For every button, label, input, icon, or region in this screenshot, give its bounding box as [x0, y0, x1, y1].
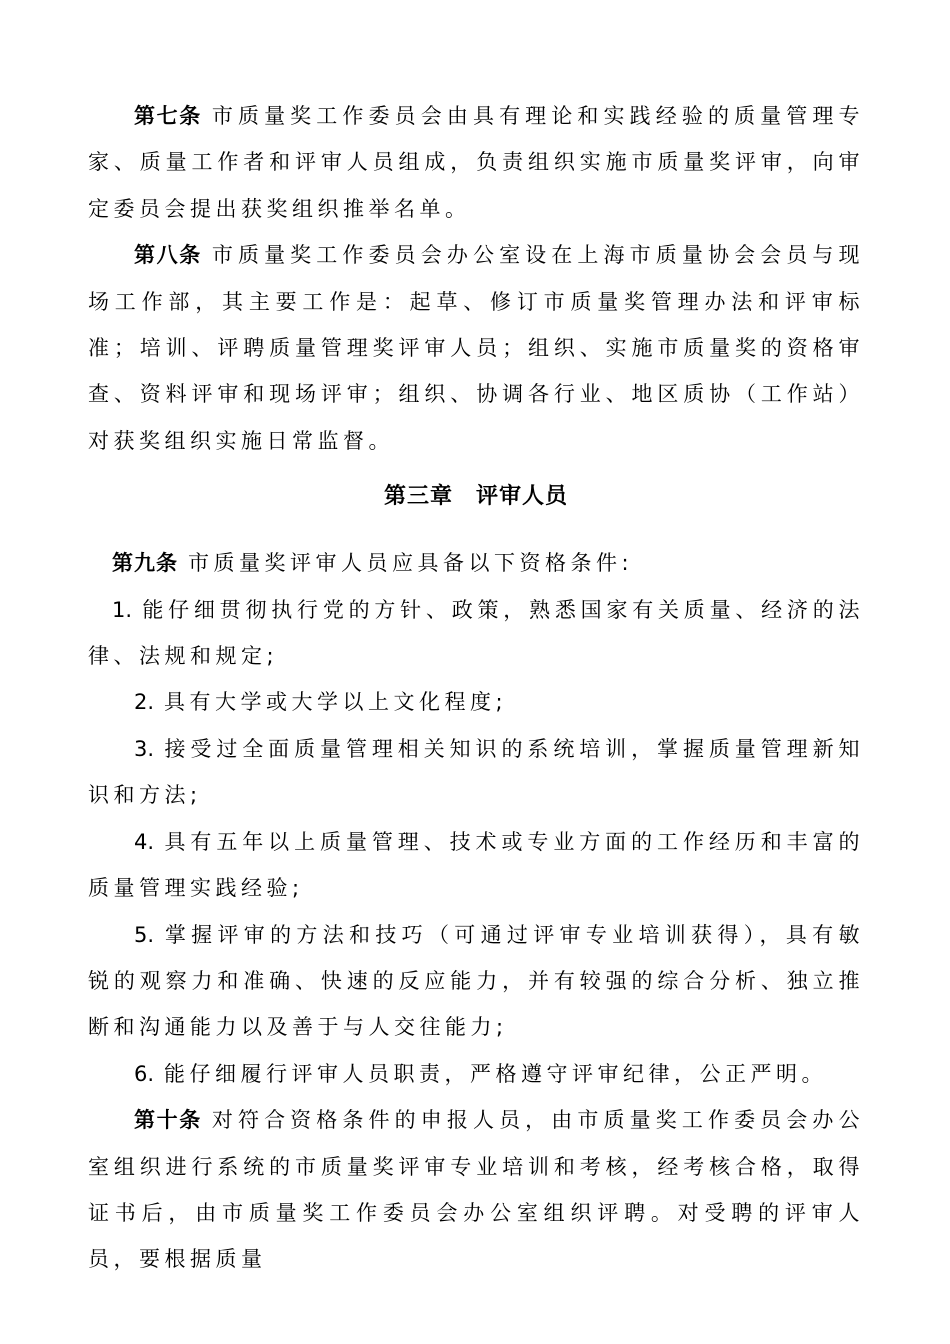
article-10	[88, 1097, 864, 1283]
article-7	[88, 93, 864, 232]
article-10-text: 对符合资格条件的申报人员，由市质量奖工作委员会办公室组织进行系统的市质量奖评审专业培训和考核，经考核合格，取得证书后，由市质量奖工作委员会办公室组织评聘。对受聘的评审人员，要根据质量	[88, 1108, 865, 1272]
item-text: 接受过全面质量管理相关知识的系统培训，掌握质量管理新知识和方法;	[88, 736, 864, 808]
article-9-item-1	[88, 587, 864, 680]
item-number: 3.	[134, 736, 155, 761]
article-9-item-4	[88, 819, 864, 912]
article-9-text: 市质量奖评审人员应具备以下资格条件:	[188, 551, 634, 576]
document-page	[88, 93, 864, 1283]
article-9-item-5	[88, 912, 864, 1051]
item-number: 5.	[134, 922, 155, 947]
item-number: 4.	[134, 829, 155, 854]
item-text: 具有大学或大学以上文化程度;	[164, 690, 508, 715]
article-8-label: 第八条	[134, 243, 202, 268]
item-number: 2.	[134, 690, 155, 715]
article-9	[88, 540, 864, 586]
chapter-heading: 第三章 评审人员	[383, 484, 568, 510]
item-number: 6.	[134, 1061, 155, 1086]
item-text: 掌握评审的方法和技巧（可通过评审专业培训获得），具有敏锐的观察力和准确、快速的反应能力，并有较强的综合分析、独立推断和沟通能力以及善于与人交往能力;	[88, 922, 864, 1040]
article-9-item-2	[88, 679, 864, 725]
article-9-item-3	[88, 726, 864, 819]
item-text: 具有五年以上质量管理、技术或专业方面的工作经历和丰富的质量管理实践经验;	[88, 829, 864, 901]
article-8-text: 市质量奖工作委员会办公室设在上海市质量协会会员与现场工作部，其主要工作是：起草、修订市质量奖管理办法和评审标准；培训、评聘质量管理奖评审人员；组织、实施市质量奖的资格审查、资料评审和现场评审；组织、协调各行业、地区质协（工作站）对获奖组织实施日常监督。	[88, 243, 865, 453]
article-9-label: 第九条	[112, 551, 178, 576]
article-7-text: 市质量奖工作委员会由具有理论和实践经验的质量管理专家、质量工作者和评审人员组成，负责组织实施市质量奖评审，向审定委员会提出获奖组织推举名单。	[88, 104, 865, 221]
item-text: 能仔细履行评审人员职责，严格遵守评审纪律，公正严明。	[164, 1061, 828, 1086]
article-8	[88, 232, 864, 464]
item-number: 1.	[112, 597, 133, 622]
article-7-label: 第七条	[134, 104, 202, 128]
item-text: 能仔细贯彻执行党的方针、政策，熟悉国家有关质量、经济的法律、法规和规定;	[88, 597, 864, 669]
article-10-label: 第十条	[134, 1108, 202, 1133]
article-9-item-6	[88, 1051, 864, 1097]
